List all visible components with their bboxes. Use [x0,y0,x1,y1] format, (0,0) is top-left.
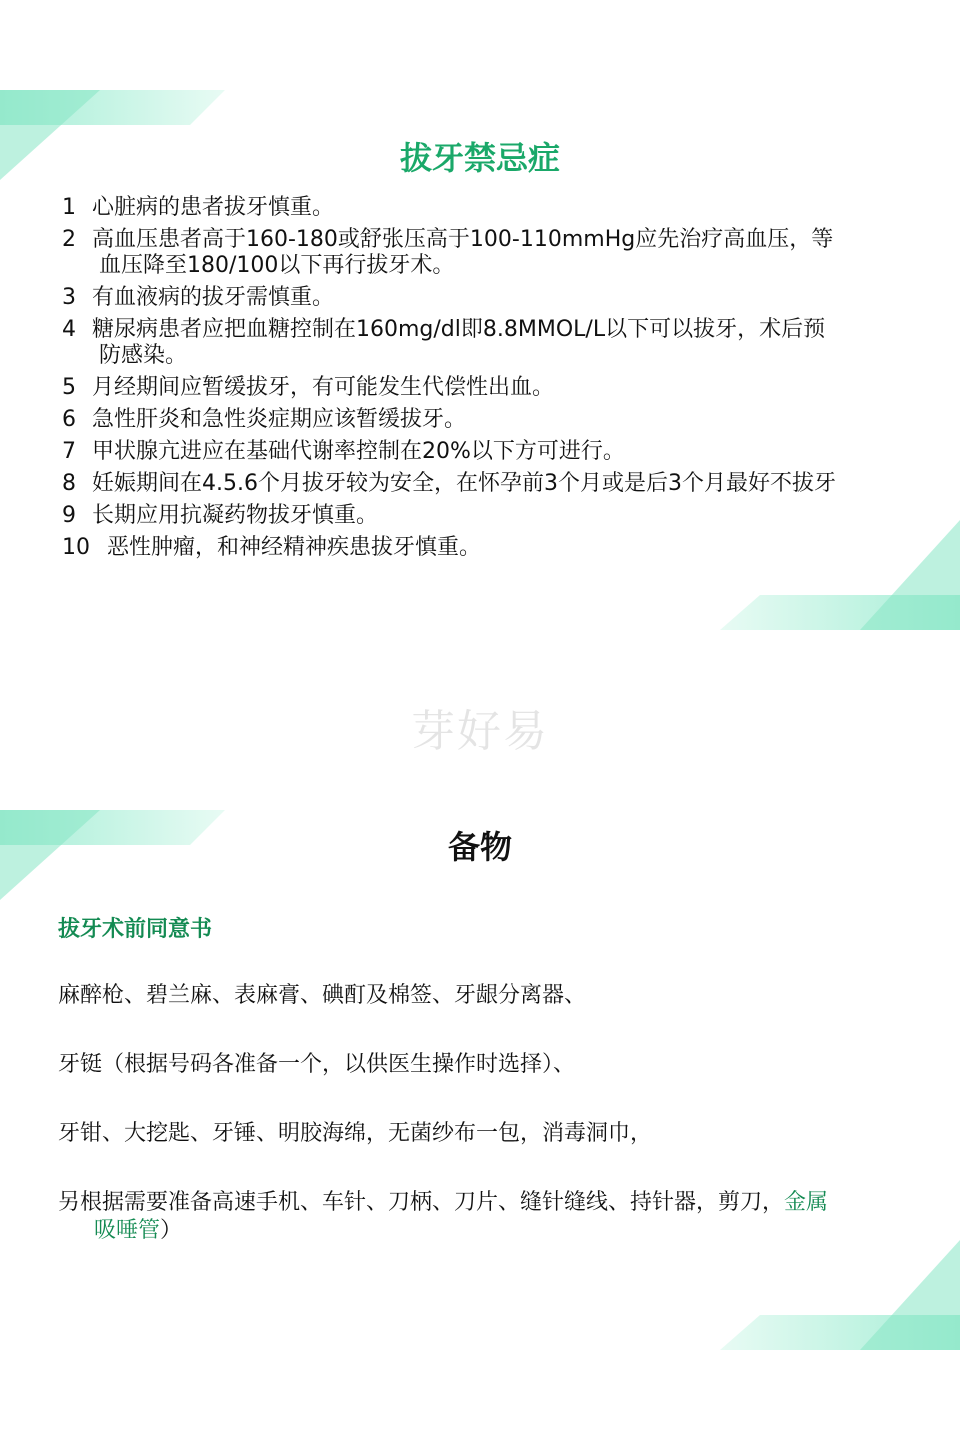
supplies-line-4 [58,1189,908,1245]
item-number: 8 [62,471,76,496]
item-number: 2 [62,227,76,252]
item-number: 3 [62,285,76,310]
item-text: 甲状腺亢进应在基础代谢率控制在20%以下方可进行。 [92,439,625,464]
item-number: 4 [62,317,76,342]
contraindications-title: 拔牙禁忌症 [399,139,560,177]
item-text: 急性肝炎和急性炎症期应该暂缓拔牙。 [92,407,467,432]
item-number: 10 [62,535,90,560]
list-item [62,285,912,311]
list-item [62,227,912,279]
item-text: 糖尿病患者应把血糖控制在160mg/dl即8.8MMOL/L以下可以拔牙，术后预 [92,317,826,342]
item-text: 长期应用抗凝药物拔牙慎重。 [92,503,379,528]
list-item [62,375,912,401]
list-item [62,195,912,221]
supplies-line-2: 牙铤（根据号码各准备一个，以供医生操作时选择）、 [58,1052,576,1077]
list-item [62,535,912,561]
list-item [62,503,912,529]
list-item [62,471,912,497]
supplies-line-1: 麻醉枪、碧兰麻、表麻膏、碘酊及棉签、牙龈分离器、 [58,983,587,1008]
item-text-continued: 防感染。 [99,343,188,368]
supplies-line-4-highlight: 金属 [784,1190,829,1215]
item-text-continued: 血压降至180/100以下再行拔牙术。 [99,253,455,278]
item-number: 6 [62,407,76,432]
list-item [62,439,912,465]
item-number: 1 [62,195,76,220]
consent-form-heading: 拔牙术前同意书 [58,917,213,942]
item-text: 有血液病的拔牙需慎重。 [92,285,335,310]
contraindications-list [62,195,912,567]
watermark: 芽好易 [411,706,549,757]
supplies-line-4-end: ） [160,1218,183,1243]
supplies-line-4-highlight-cont: 吸唾管 [94,1218,161,1243]
item-text: 月经期间应暂缓拔牙，有可能发生代偿性出血。 [92,375,555,400]
item-number: 5 [62,375,76,400]
list-item [62,317,912,369]
item-text: 高血压患者高于160-180或舒张压高于100-110mmHg应先治疗高血压，等 [92,227,834,252]
item-number: 7 [62,439,76,464]
list-item [62,407,912,433]
item-number: 9 [62,503,76,528]
preparation-title: 备物 [447,828,512,866]
supplies-line-4-text: 另根据需要准备高速手机、车针、刀柄、刀片、缝针缝线、持针器，剪刀， [58,1190,785,1215]
supplies-line-3: 牙钳、大挖匙、牙锤、明胶海绵，无菌纱布一包，消毒洞巾， [58,1121,653,1146]
item-text: 心脏病的患者拔牙慎重。 [92,195,335,220]
item-text: 妊娠期间在4.5.6个月拔牙较为安全，在怀孕前3个月或是后3个月最好不拔牙 [92,471,836,496]
item-text: 恶性肿瘤，和神经精神疾患拔牙慎重。 [107,535,482,560]
bottom-right-decoration-2 [720,1240,960,1350]
